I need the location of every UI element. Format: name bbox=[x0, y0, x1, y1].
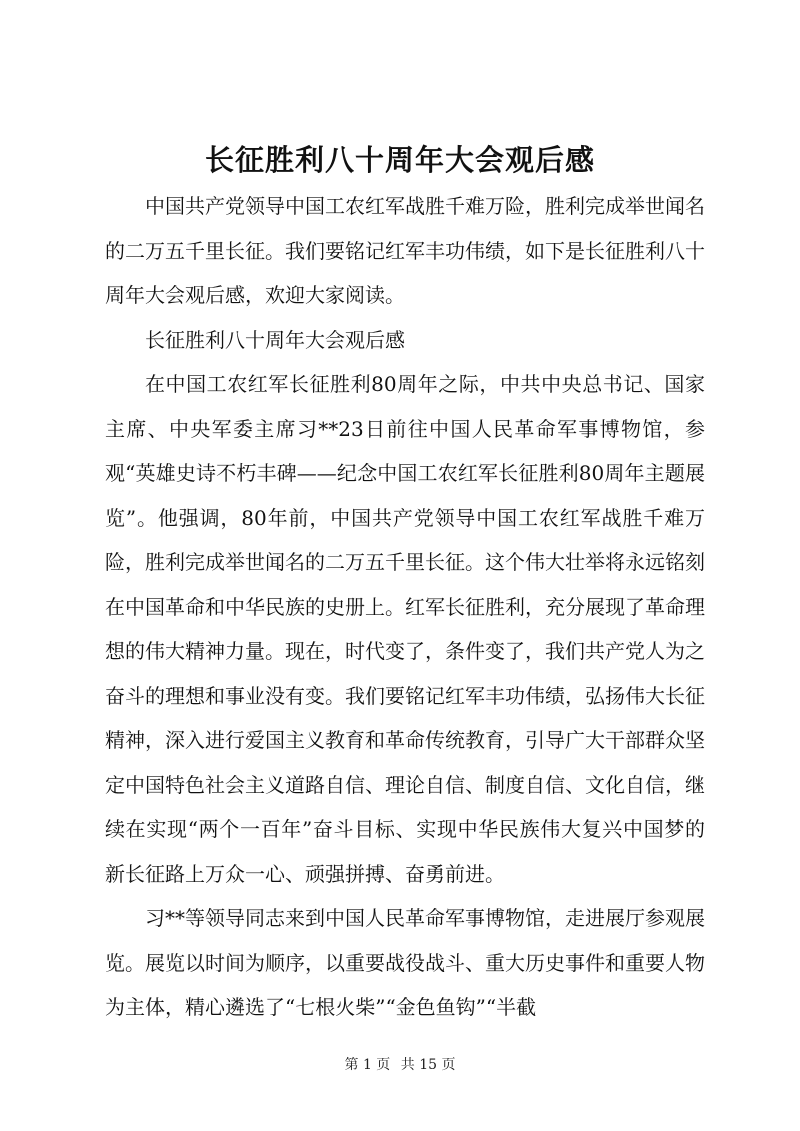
intro-paragraph: 中国共产党领导中国工农红军战胜千难万险，胜利完成举世闻名的二万五千里长征。我们要铭记红军丰功伟绩，如下是长征胜利八十周年大会观后感，欢迎大家阅读。 bbox=[105, 194, 705, 307]
page-number: 第 1 页 bbox=[344, 1057, 391, 1073]
document-title: 长征胜利八十周年大会观后感 bbox=[204, 143, 595, 177]
page-total: 共 15 页 bbox=[400, 1057, 456, 1073]
subtitle-paragraph: 长征胜利八十周年大会观后感 bbox=[145, 327, 405, 352]
page-footer bbox=[0, 1054, 800, 1074]
body-paragraph-2: 习**等领导同志来到中国人民革命军事博物馆，走进展厅参观展览。展览以时间为顺序，以重要战役战斗、重大历史事件和重要人物为主体，精心遴选了“七根火柴”“金色鱼钩”“半截 bbox=[105, 906, 705, 1019]
body-paragraph-1: 在中国工农红军长征胜利80周年之际，中共中央总书记、国家主席、中央军委主席习**23日前往中国人民革命军事博物馆，参观“英雄史诗不朽丰碑——纪念中国工农红军长征胜利80周年主题展览”。他强调，80年前，中国共产党领导中国工农红军战胜千难万险，胜利完成举世闻名的二万五千里长征。这个伟大壮举将永远铭刻在中国革命和中华民族的史册上。红军长征胜利，充分展现了革命理想的伟大精神力量。现在，时代变了，条件变了，我们共产党人为之奋斗的理想和事业没有变。我们要铭记红军丰功伟绩，弘扬伟大长征精神，深入进行爱国主义教育和革命传统教育，引导广大干部群众坚定中国特色社会主义道路自信、理论自信、制度自信、文化自信，继续在实现“两个一百年”奋斗目标、实现中华民族伟大复兴中国梦的新长征路上万众一心、顽强拼搏、奋勇前进。 bbox=[105, 372, 705, 886]
document-body bbox=[105, 184, 705, 1030]
